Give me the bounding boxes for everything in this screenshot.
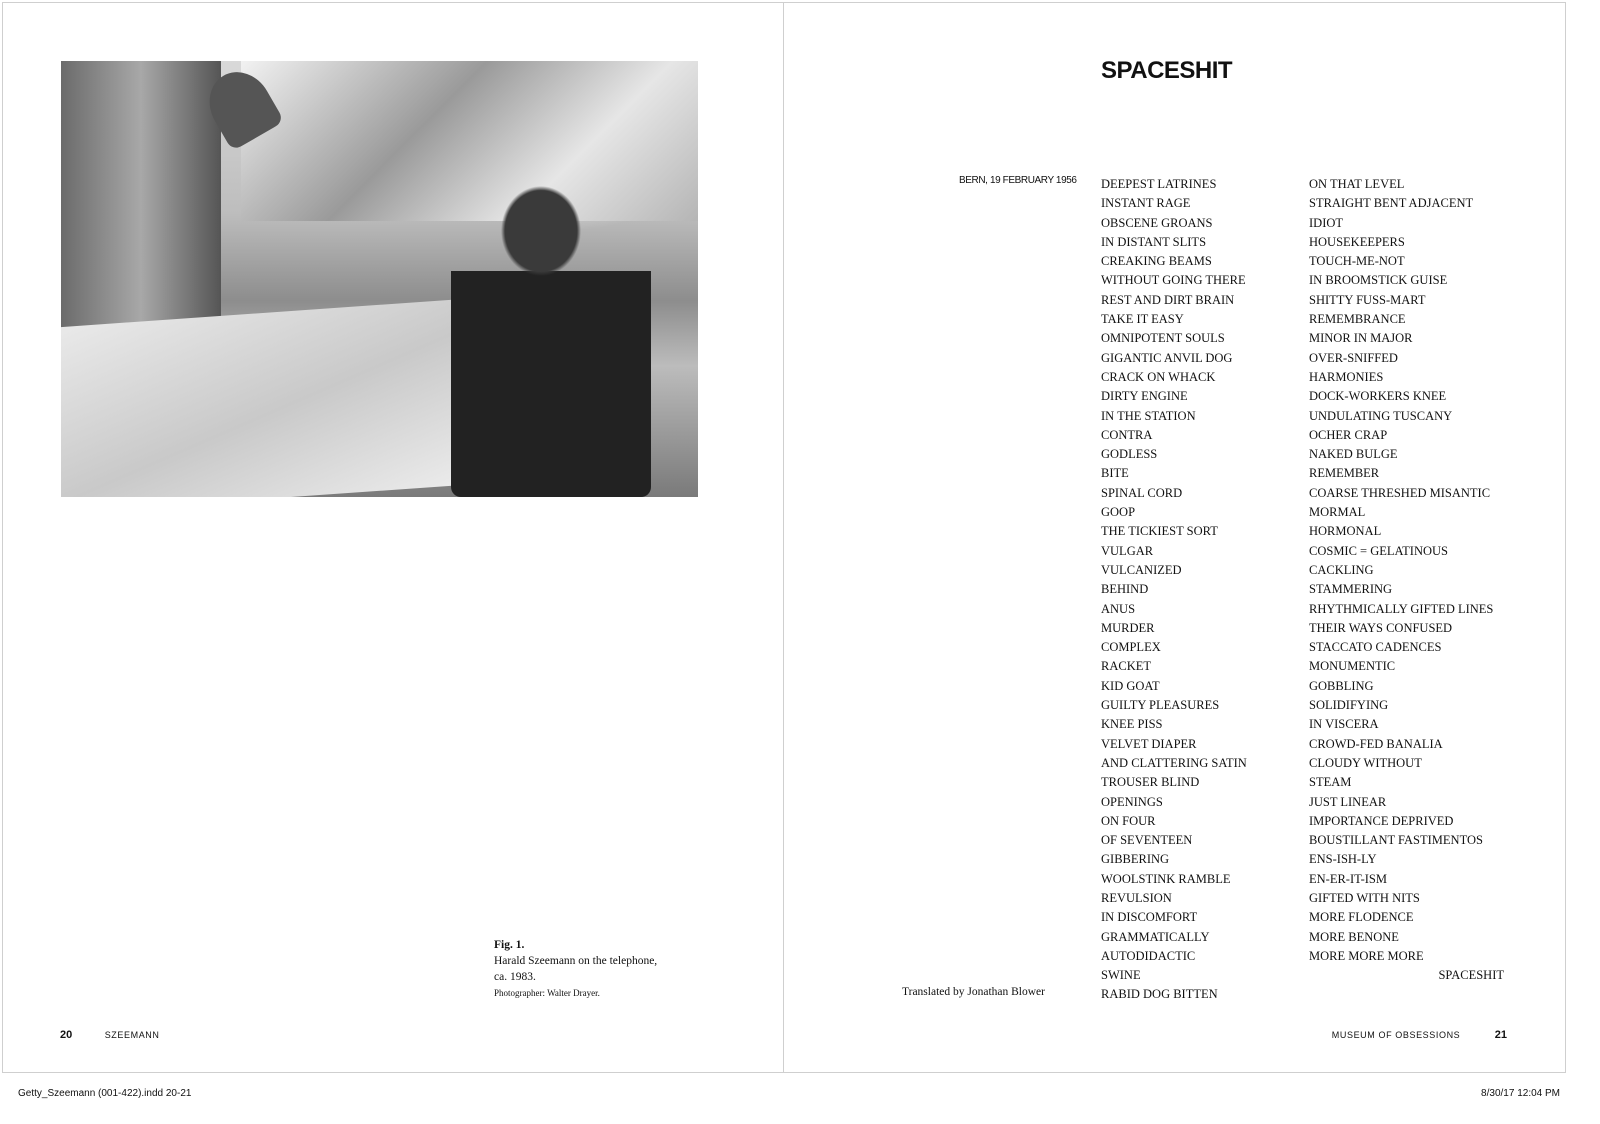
poem-line: OBSCENE GROANS — [1101, 215, 1213, 230]
poem-line: GIBBERING — [1101, 852, 1170, 867]
poem-line: IMPORTANCE DEPRIVED — [1309, 813, 1454, 828]
poem-line: BITE — [1101, 466, 1129, 481]
poem-line: DEEPEST LATRINES — [1101, 177, 1217, 191]
poem-line: WOOLSTINK RAMBLE — [1101, 871, 1231, 886]
poem-line: IN DISTANT SLITS — [1101, 234, 1207, 249]
page-number: 21 — [1494, 1029, 1507, 1041]
poem-line: VULCANIZED — [1101, 562, 1182, 577]
poem-line: REMEMBER — [1309, 466, 1380, 481]
poem-line: IN THE STATION — [1101, 408, 1196, 423]
poem-line: THEIR WAYS CONFUSED — [1309, 620, 1453, 635]
page-number: 20 — [60, 1029, 73, 1041]
poem-line: STRAIGHT BENT ADJACENT — [1309, 196, 1474, 211]
poem-line: GRAMMATICALLY — [1101, 929, 1210, 944]
poem-line: CLOUDY WITHOUT — [1309, 755, 1422, 770]
poem-line: MORE FLODENCE — [1309, 910, 1414, 925]
poem-line: BEHIND — [1101, 582, 1149, 597]
poem-line: CONTRA — [1101, 427, 1153, 442]
poem-line: STEAM — [1309, 775, 1352, 790]
translator-credit: Translated by Jonathan Blower — [902, 986, 1045, 998]
poem-line: KID GOAT — [1101, 678, 1160, 693]
poem-line: UNDULATING TUSCANY — [1309, 408, 1453, 423]
poem-line: IN VISCERA — [1309, 717, 1379, 732]
poem-line: AND CLATTERING SATIN — [1101, 755, 1247, 770]
poem-line: HARMONIES — [1309, 369, 1384, 384]
right-page — [783, 2, 1566, 1073]
poem-line: ENS-ISH-LY — [1309, 852, 1377, 867]
poem-line: IN BROOMSTICK GUISE — [1309, 273, 1448, 288]
poem-title: SPACESHIT — [1101, 57, 1233, 84]
photo-szeemann-telephone — [61, 61, 698, 497]
poem-line: CREAKING BEAMS — [1101, 254, 1212, 269]
poem-line: GIFTED WITH NITS — [1309, 890, 1420, 905]
poem-line: HORMONAL — [1309, 524, 1382, 539]
poem-line: MORE BENONE — [1309, 929, 1399, 944]
caption-line: ca. 1983. — [494, 971, 536, 983]
poem-line: EN-ER-IT-ISM — [1309, 871, 1388, 886]
poem-line: OVER-SNIFFED — [1309, 350, 1398, 365]
running-head: MUSEUM OF OBSESSIONS — [1331, 1030, 1461, 1040]
poem-line: GOOP — [1101, 505, 1136, 520]
poem-line: STAMMERING — [1309, 582, 1393, 597]
poem-line: VULGAR — [1101, 543, 1154, 558]
poem-column-2 — [1309, 175, 1504, 985]
poem-line: HOUSEKEEPERS — [1309, 234, 1405, 249]
poem-line: STACCATO CADENCES — [1309, 640, 1442, 655]
poem-line: ANUS — [1101, 601, 1136, 616]
poem-line: REVULSION — [1101, 890, 1172, 905]
poem-line: REMEMBRANCE — [1309, 312, 1406, 327]
caption-line: Harald Szeemann on the telephone, — [494, 955, 658, 967]
poem-line: OF SEVENTEEN — [1101, 833, 1193, 848]
poem-line: BOUSTILLANT FASTIMENTOS — [1309, 833, 1483, 848]
poem-line: TAKE IT EASY — [1101, 312, 1184, 327]
poem-line: OCHER CRAP — [1309, 427, 1388, 442]
poem-line: MORE MORE MORE — [1309, 948, 1424, 963]
poem-line: MORMAL — [1309, 505, 1366, 520]
caption-credit: Photographer: Walter Drayer. — [494, 988, 600, 998]
poem-line: IN DISCOMFORT — [1101, 910, 1198, 925]
slug-filename: Getty_Szeemann (001-422).indd 20-21 — [18, 1088, 192, 1099]
poem-line: GUILTY PLEASURES — [1101, 698, 1220, 713]
poem-line: CROWD-FED BANALIA — [1309, 736, 1443, 751]
poem-line: OPENINGS — [1101, 794, 1163, 809]
poem-line: IDIOT — [1309, 215, 1344, 230]
poem-line: RACKET — [1101, 659, 1151, 674]
poem-line: REST AND DIRT BRAIN — [1101, 292, 1235, 307]
poem-line: ON THAT LEVEL — [1309, 177, 1405, 191]
slug-timestamp: 8/30/17 12:04 PM — [1481, 1088, 1560, 1099]
poem-line: SOLIDIFYING — [1309, 698, 1389, 713]
left-folio — [60, 1025, 160, 1043]
poem-line: MONUMENTIC — [1309, 659, 1396, 674]
poem-line: OMNIPOTENT SOULS — [1101, 331, 1225, 346]
poem-line: TROUSER BLIND — [1101, 775, 1200, 790]
poem-line: COSMIC = GELATINOUS — [1309, 543, 1449, 558]
running-head: SZEEMANN — [104, 1030, 160, 1040]
poem-closing-word: SPACESHIT — [1438, 968, 1504, 983]
poem-line: INSTANT RAGE — [1101, 196, 1191, 211]
right-folio — [1332, 1025, 1507, 1043]
poem-line: MINOR IN MAJOR — [1309, 331, 1413, 346]
poem-line: COARSE THRESHED MISANTIC — [1309, 485, 1491, 500]
figure-caption — [494, 937, 657, 1001]
photo-wall — [61, 61, 221, 361]
poem-line: CRACK ON WHACK — [1101, 369, 1216, 384]
poem-line: DIRTY ENGINE — [1101, 389, 1188, 404]
poem-line: SWINE — [1101, 968, 1141, 983]
left-page — [2, 2, 784, 1073]
caption-fig-label: Fig. 1. — [494, 939, 525, 951]
poem-column-1 — [1101, 175, 1247, 1005]
poem-line: GOBBLING — [1309, 678, 1374, 693]
photo-figure — [451, 181, 651, 497]
poem-line: RHYTHMICALLY GIFTED LINES — [1309, 601, 1494, 616]
poem-line: WITHOUT GOING THERE — [1101, 273, 1246, 288]
dateline: BERN, 19 FEBRUARY 1956 — [959, 175, 1077, 186]
poem-line: DOCK-WORKERS KNEE — [1309, 389, 1447, 404]
poem-line: COMPLEX — [1101, 640, 1161, 655]
poem-line: JUST LINEAR — [1309, 794, 1387, 809]
poem-line: SHITTY FUSS-MART — [1309, 292, 1426, 307]
poem-line: GIGANTIC ANVIL DOG — [1101, 350, 1233, 365]
poem-line: THE TICKIEST SORT — [1101, 524, 1218, 539]
poem-line: AUTODIDACTIC — [1101, 948, 1196, 963]
poem-line: TOUCH-ME-NOT — [1309, 254, 1405, 269]
poem-line: GODLESS — [1101, 447, 1158, 462]
poem-line: MURDER — [1101, 620, 1155, 635]
poem-line: NAKED BULGE — [1309, 447, 1398, 462]
poem-line: SPINAL CORD — [1101, 485, 1183, 500]
poem-line: RABID DOG BITTEN — [1101, 987, 1218, 1002]
poem-line: CACKLING — [1309, 562, 1374, 577]
poem-line: ON FOUR — [1101, 813, 1156, 828]
poem-line: KNEE PISS — [1101, 717, 1163, 732]
poem-line: VELVET DIAPER — [1101, 736, 1197, 751]
